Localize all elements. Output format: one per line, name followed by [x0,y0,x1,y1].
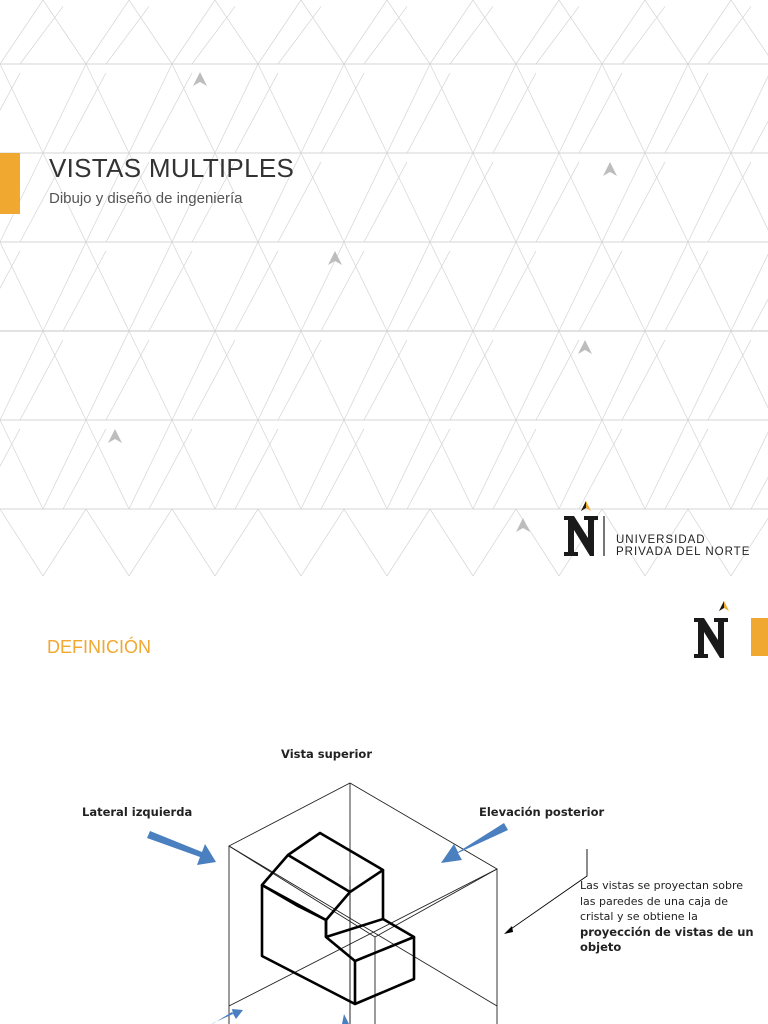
top-view-label: Vista superior [281,747,372,761]
description-emphasis: proyección de vistas de un objeto [580,924,754,954]
university-logo-icon [560,498,610,560]
arrow-icon [147,823,508,1024]
3d-object [262,833,414,1004]
section-title: DEFINICIÓN [47,637,152,657]
glass-box-diagram [0,576,768,1024]
description-text [580,878,760,956]
slide-title: VISTAS MULTIPLES [49,153,295,183]
logo-text-line2: PRIVADA DEL NORTE [616,546,751,558]
accent-bar [0,153,20,214]
slide-subtitle: Dibujo y diseño de ingeniería [49,190,243,207]
description-body: Las vistas se proyectan sobre las paredes de una caja de cristal y se obtiene la [580,879,744,923]
university-logo [560,498,760,560]
definition-slide [0,576,768,1024]
glass-box [229,783,497,1024]
logo-text-line1: UNIVERSIDAD [616,534,706,546]
back-elevation-label: Elevación posterior [479,805,605,819]
left-side-label: Lateral izquierda [82,805,193,819]
